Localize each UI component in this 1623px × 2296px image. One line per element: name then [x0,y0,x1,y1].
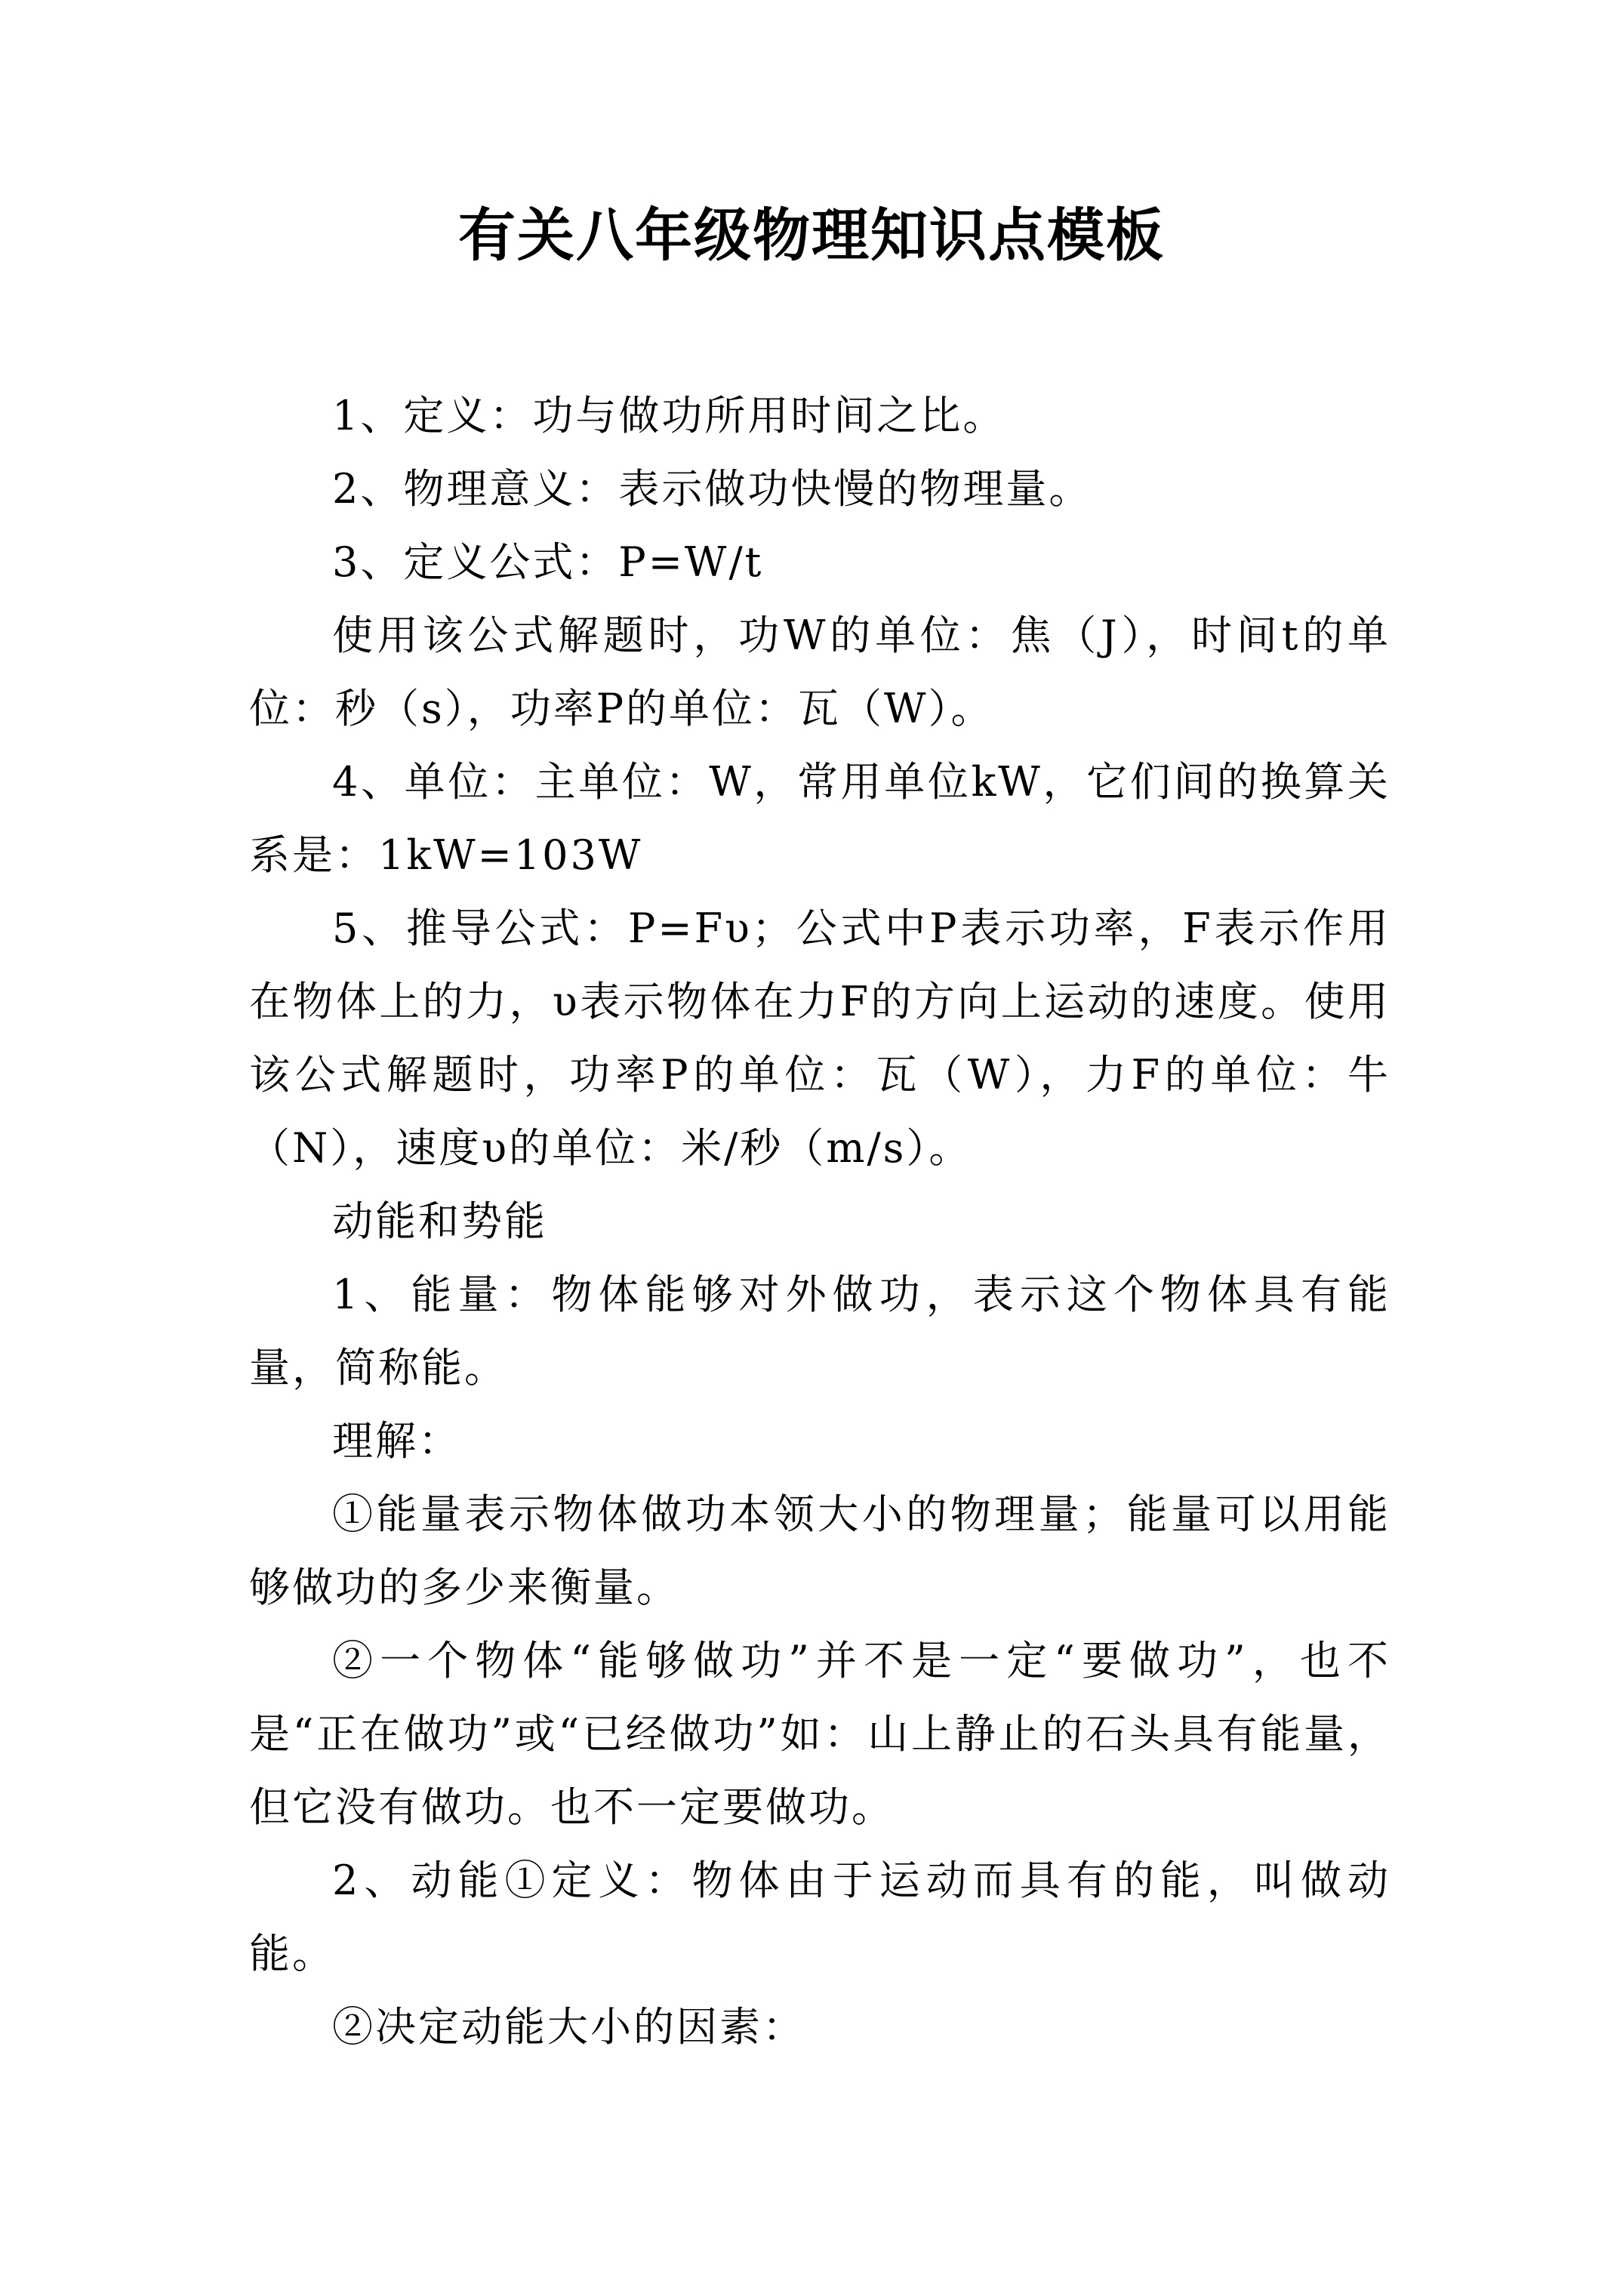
paragraph: 2、物理意义：表示做功快慢的物理量。 [332,465,1092,513]
paragraph: 5、推导公式：P=Fυ；公式中P表示功率，F表示作用在物体上的力，υ表示物体在力F的方向上运动的速度。使用该公式解题时，功率P的单位：瓦（W），力F的单位：牛（N），速度υ的单位：米/秒（m/s）。 [249,905,1390,1172]
paragraph: 1、能量：物体能够对外做功，表示这个物体具有能量，简称能。 [249,1271,1390,1391]
document-body [249,379,1390,2063]
paragraph: 3、定义公式：P=W/t [332,538,764,586]
paragraph: ②一个物体“能够做功”并不是一定“要做功”，也不是“正在做功”或“已经做功”如：山上静止的石头具有能量，但它没有做功。也不一定要做功。 [249,1637,1390,1831]
section-heading: 动能和势能 [332,1197,547,1245]
paragraph: ②决定动能大小的因素： [332,2003,805,2051]
paragraph: 4、单位：主单位：W，常用单位kW，它们间的换算关系是：1kW=103W [249,758,1390,879]
paragraph: 理解： [332,1417,461,1465]
paragraph: ①能量表示物体做功本领大小的物理量；能量可以用能够做功的多少来衡量。 [249,1490,1390,1611]
paragraph: 2、动能①定义：物体由于运动而具有的能，叫做动能。 [249,1857,1390,1977]
paragraph: 1、定义：功与做功所用时间之比。 [332,392,1006,439]
document-title: 有关八年级物理知识点模板 [458,202,1165,269]
paragraph: 使用该公式解题时，功W的单位：焦（J），时间t的单位：秒（s），功率P的单位：瓦（W）。 [249,612,1390,732]
